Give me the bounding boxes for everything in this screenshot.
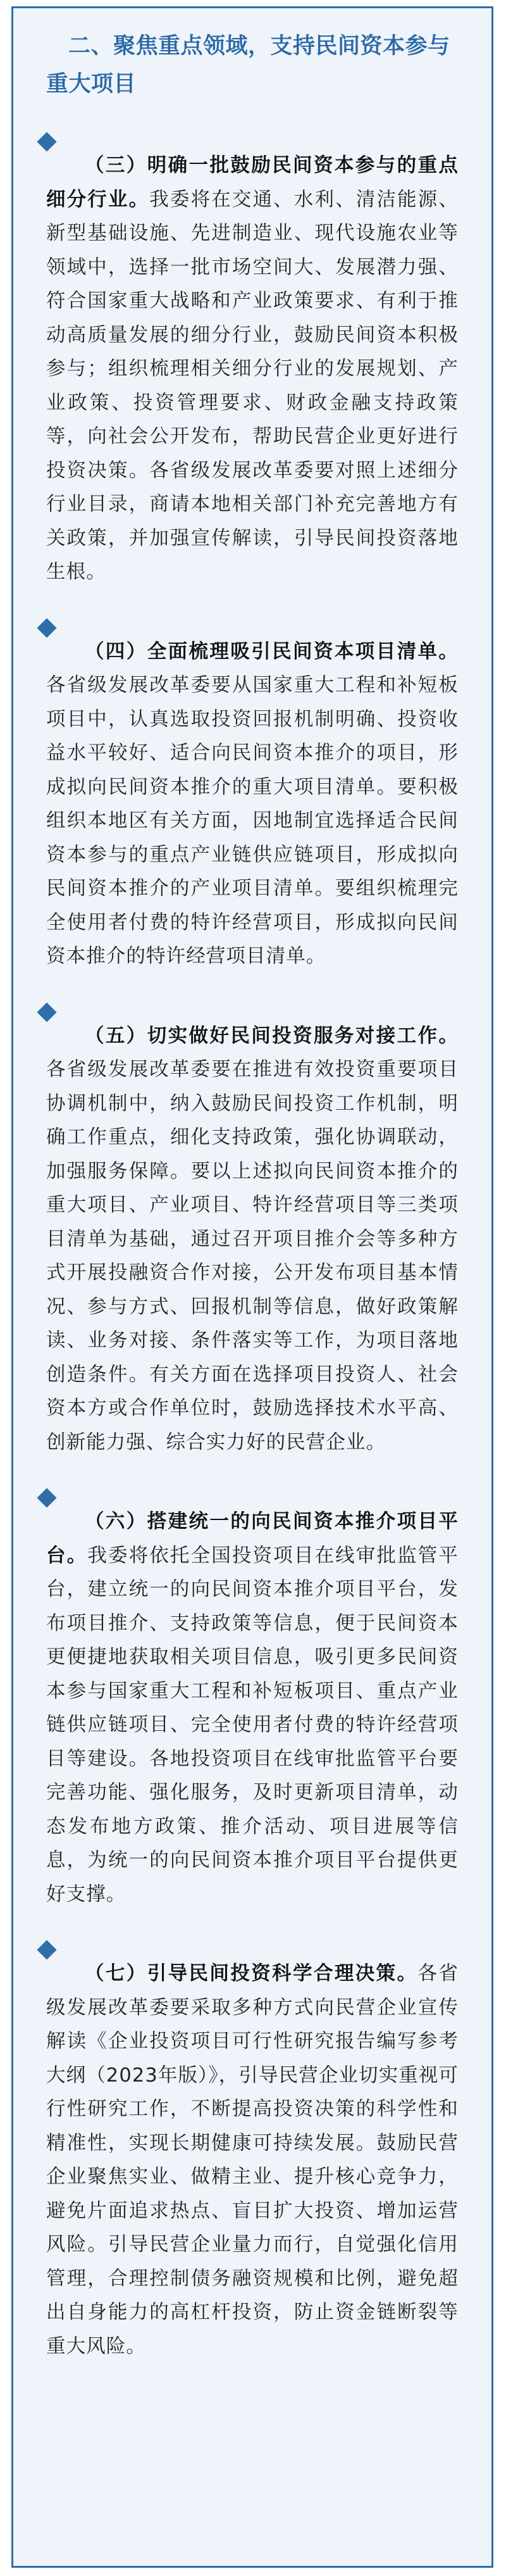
- section-heading: 二、聚焦重点领域，支持民间资本参与重大项目: [46, 34, 450, 97]
- item-title: （五）切实做好民间投资服务对接工作。: [85, 1024, 459, 1047]
- item-body: 各省级发展改革委要从国家重大工程和补短板项目中，认真选取投资回报机制明确、投资收益水平较好、适合向民间资本推介的项目，形成拟向民间资本推介的重大项目清单。要积极组织本地区有关方面，因地制宜选择适合民间资本参与的重点产业链供应链项目，形成拟向民间资本推介的产业项目清单。要组织梳理完全使用者付费的特许经营项目，形成拟向民间资本推介的特许经营项目清单。: [46, 674, 459, 967]
- article-item: [46, 130, 459, 589]
- item-title: （七）引导民间投资科学合理决策。: [85, 1963, 418, 1985]
- article-item: [46, 1486, 459, 1911]
- article-panel: [11, 6, 493, 2568]
- article-paragraph: [46, 1505, 459, 1911]
- item-body: 我委将在交通、水利、清洁能源、新型基础设施、先进制造业、现代设施农业等领域中，选择一批市场空间大、发展潜力强、符合国家重大战略和产业政策要求、有利于推动高质量发展的细分行业，鼓励民间资本积极参与；组织梳理相关细分行业的发展规划、产业政策、投资管理要求、财政金融支持政策等，向社会公开发布，帮助民营企业更好进行投资决策。各省级发展改革委要对照上述细分行业目录，商请本地相关部门补充完善地方有关政策，并加强宣传解读，引导民间投资落地生根。: [46, 188, 459, 583]
- item-body: 各省级发展改革委要采取多种方式向民营企业宣传解读《企业投资项目可行性研究报告编写参考大纲（2023年版）》，引导民营企业切实重视可行性研究工作，不断提高投资决策的科学性和精准性，实现长期健康可持续发展。鼓励民营企业聚焦实业、做精主业、提升核心竞争力，避免片面追求热点、盲目扩大投资、增加运营风险。引导民营企业量力而行，自觉强化信用管理，合理控制债务融资规模和比例，避免超出自身能力的高杠杆投资，防止资金链断裂等重大风险。: [46, 1963, 459, 2358]
- item-title: （三）明确一批鼓励民间资本参与的重点细分行业。: [46, 154, 459, 211]
- article-paragraph: [46, 635, 459, 974]
- article-item: [46, 1000, 459, 1460]
- article-paragraph: [46, 1019, 459, 1460]
- item-title: （六）搭建统一的向民间资本推介项目平台。: [46, 1511, 459, 1567]
- article-item: [46, 616, 459, 974]
- article-paragraph: [46, 149, 459, 589]
- article-item: [46, 1938, 459, 2363]
- item-title: （四）全面梳理吸引民间资本项目清单。: [85, 640, 459, 663]
- item-body: 我委将依托全国投资项目在线审批监管平台，建立统一的向民间资本推介项目平台，发布项目推介、支持政策等信息，便于民间资本更便捷地获取相关项目信息，吸引更多民间资本参与国家重大工程和补短板项目、重点产业链供应链项目、完全使用者付费的特许经营项目等建设。各地投资项目在线审批监管平台要完善功能、强化服务，及时更新项目清单，动态发布地方政策、推介活动、项目进展等信息，为统一的向民间资本推介项目平台提供更好支撑。: [46, 1544, 459, 1906]
- item-body: 各省级发展改革委要在推进有效投资重要项目协调机制中，纳入鼓励民间投资工作机制，明确工作重点，细化支持政策，强化协调联动，加强服务保障。要以上述拟向民间资本推介的重大项目、产业项目、特许经营项目等三类项目清单为基础，通过召开项目推介会等多种方式开展投融资合作对接，公开发布项目基本情况、参与方式、回报机制等信息，做好政策解读、业务对接、条件落实等工作，为项目落地创造条件。有关方面在选择项目投资人、社会资本方或合作单位时，鼓励选择技术水平高、创新能力强、综合实力好的民营企业。: [46, 1059, 459, 1454]
- article-paragraph: [46, 1957, 459, 2363]
